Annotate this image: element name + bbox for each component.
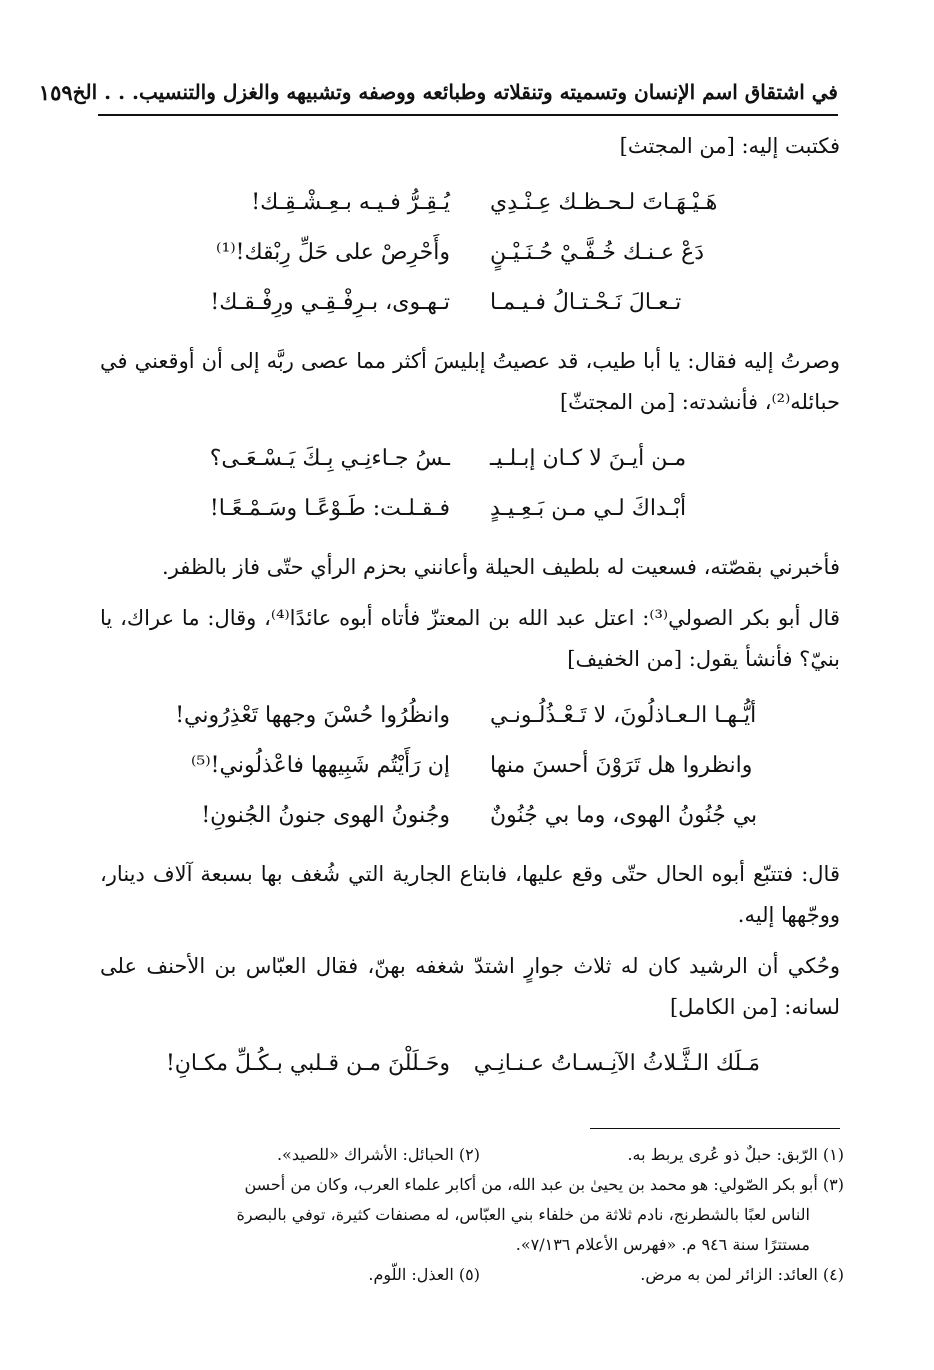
hemistich-right: تـعـالَ نَـحْـتـالُ فـيـمـا — [490, 289, 682, 315]
verse-line — [100, 790, 840, 840]
hemistich-left: وجُنونُ الهوى جنونُ الجُنونِ! — [201, 802, 450, 828]
footnote-3-line-1: (٣) أبو بكر الصّولي: هو محمد بن يحيىٰ بن عبد الله، من أكابر علماء العرب، وكان من أحسن — [244, 1175, 844, 1194]
running-title: في اشتقاق اسم الإنسان وتسميته وتنقلاته وطبائعه ووصفه وتشبيهه والغزل والتنسيب. . . الخ — [72, 80, 838, 104]
footnote-4: (٤) العائد: الزائر لمن به مرض. — [640, 1265, 844, 1284]
verse-block-3 — [100, 690, 840, 840]
verse-line — [100, 690, 840, 740]
hemistich-left: وانظُرُوا حُسْنَ وجهها تَعْذِرُوني! — [175, 702, 450, 728]
hemistich-right: أبْـداكَ لـي مـن بَـعِـيـدٍ — [490, 495, 687, 521]
page-header — [38, 70, 838, 116]
footnote-row — [98, 1140, 844, 1170]
footnote-5: (٥) العذل: اللّوم. — [368, 1265, 480, 1284]
footnote-divider — [590, 1128, 840, 1129]
paragraph-3: فأخبرني بقصّته، فسعيت له بلطيف الحيلة وأعانني بحزم الرأي حتّى فاز بالظفر. — [162, 555, 840, 579]
verse-line — [100, 277, 840, 327]
footnote-3-line-3: مستترًا سنة ٩٤٦ م. «فهرس الأعلام ٧/١٣٦». — [515, 1235, 810, 1254]
hemistich-right: وانظروا هل تَرَوْنَ أحسنَ منها — [490, 752, 753, 778]
hemistich-right: هَـيْـهَـاتَ لـحـظـك عِـنْـدِي — [490, 189, 718, 215]
page-body — [100, 126, 840, 1102]
hemistich-left: تـهـوى، بـرِفْـقِـي ورِفْـقـك! — [210, 289, 450, 315]
paragraph-5: قال: فتتبّع أبوه الحال حتّى وقع عليها، فابتاع الجارية التي شُغف بها بسبعة آلاف دينار، ووجّهها إليه. — [100, 862, 840, 927]
footnote-2: (٢) الحبائل: الأشراك «للصيد». — [276, 1145, 480, 1164]
footnote-row — [98, 1260, 844, 1290]
paragraph-2: وصرتُ إليه فقال: يا أبا طيب، قد عصيتُ إبليسَ أكثر مما عصى ربَّه إلى أن أوقعني في حبائله⁽²⁾، فأنشدته: [من المجتثّ] — [100, 349, 840, 414]
verse-line — [100, 227, 840, 277]
verse-line — [100, 483, 840, 533]
hemistich-right: أيُّـهـا الـعـاذلُونَ، لا تَـعْـذُلُـونـي — [490, 702, 757, 728]
footnotes — [98, 1140, 844, 1290]
hemistich-left: إن رَأَيْتُم شَبِيهها فاعْذلُوني!⁽⁵⁾ — [191, 752, 450, 778]
hemistich-right: دَعْ عـنـك خُـفَّـيْ حُـنَـيْـنٍ — [490, 239, 705, 265]
hemistich-left: وحَـلَلْنَ مـن قـلبي بـكُـلِّ مكـانِ! — [165, 1050, 450, 1076]
verse-block-2 — [100, 433, 840, 533]
verse-block-1 — [100, 177, 840, 327]
verse-line — [100, 740, 840, 790]
verse-line — [100, 1038, 840, 1088]
hemistich-left: ـسُ جـاءنِـي بِـكَ يَـسْـعَـى؟ — [209, 445, 450, 471]
hemistich-left: يُـقِـرُّ فـيـه بـعِـشْـقِـك! — [251, 189, 450, 215]
paragraph-6: وحُكي أن الرشيد كان له ثلاث جوارٍ اشتدّ شغفه بهنّ، فقال العبّاس بن الأحنف على لسانه: [من الكامل] — [100, 954, 840, 1019]
hemistich-right: بي جُنُونُ الهوى، وما بي جُنُونٌ — [490, 802, 758, 828]
footnote-3-line-2: الناس لعبًا بالشطرنج، نادم ثلاثة من خلفاء بني العبّاس، له مصنفات كثيرة، توفي بالبصرة — [236, 1205, 810, 1224]
page-number: ١٥٩ — [38, 79, 73, 105]
verse-line — [100, 433, 840, 483]
verse-line — [100, 177, 840, 227]
hemistich-right: مـن أيـنَ لا كـان إبـلـيـ — [490, 445, 687, 471]
hemistich-left: وأَحْرِصْ على حَلِّ رِبْقك!⁽¹⁾ — [216, 239, 450, 265]
verse-block-4 — [100, 1038, 840, 1088]
footnote-1: (١) الرّبق: حبلٌ ذو عُرى يربط به. — [627, 1145, 844, 1164]
paragraph-1: فكتبت إليه: [من المجتث] — [619, 134, 840, 158]
hemistich-right: مَـلَك الـثَّـلاثُ الآنِـسـاتُ عـنـانِـي — [473, 1050, 760, 1076]
paragraph-4: قال أبو بكر الصولي⁽³⁾: اعتل عبد الله بن المعتزّ فأتاه أبوه عائدًا⁽⁴⁾، وقال: ما عراك، يا بنيّ؟ فأنشأ يقول: [من الخفيف] — [100, 606, 840, 671]
hemistich-left: فـقـلـت: طَـوْعًـا وسَـمْـعًـا! — [209, 495, 450, 521]
